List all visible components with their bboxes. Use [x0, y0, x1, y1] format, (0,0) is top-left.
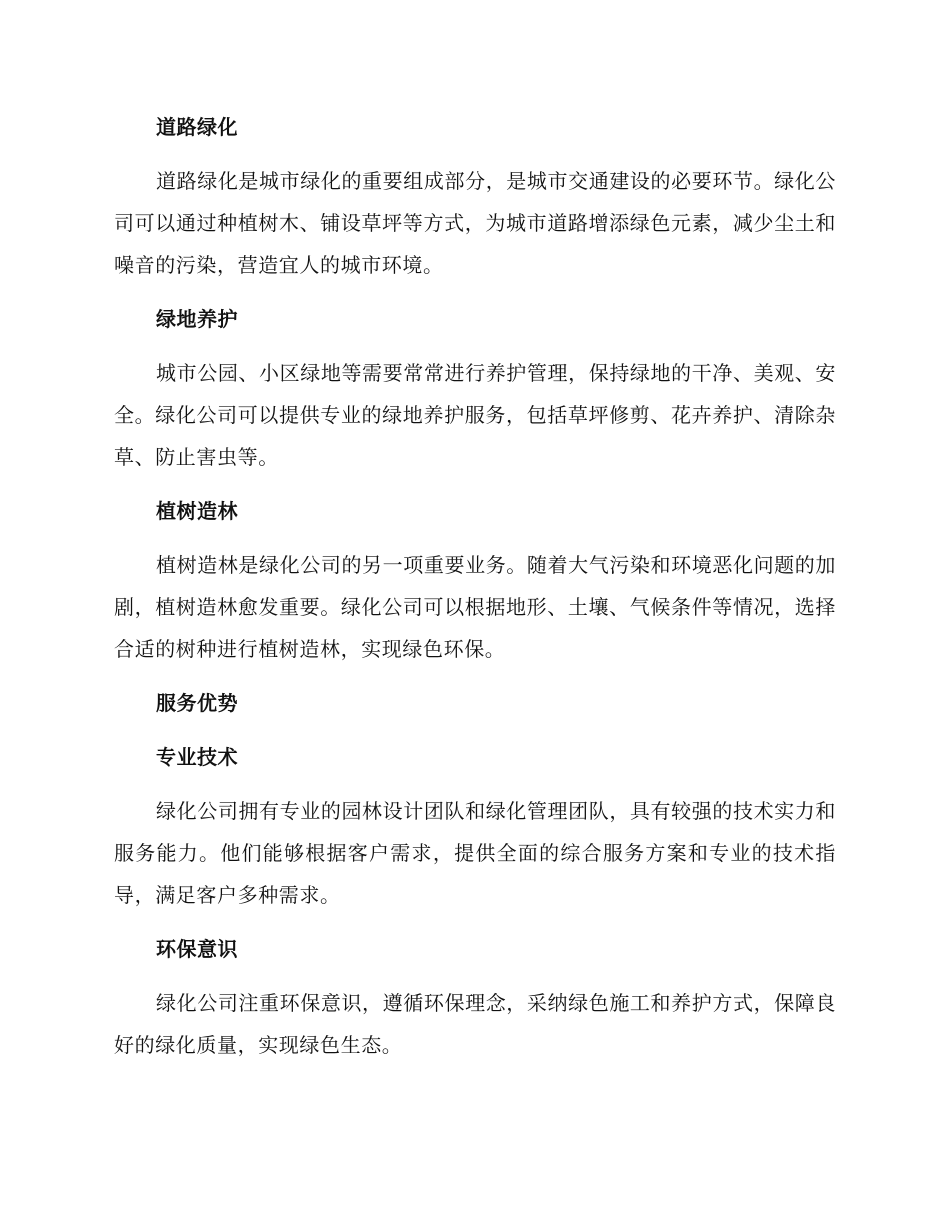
section-paragraph-afforestation: 植树造林是绿化公司的另一项重要业务。随着大气污染和环境恶化问题的加剧，植树造林愈发重要。绿化公司可以根据地形、土壤、气候条件等情况，选择合适的树种进行植树造林，实现绿色环保。 — [114, 553, 836, 661]
section-heading-road-greening: 道路绿化 — [156, 115, 238, 139]
section-heading-greenland-maintenance: 绿地养护 — [156, 307, 238, 331]
section-heading-professional-technology: 专业技术 — [156, 745, 238, 769]
section-heading-service-advantages: 服务优势 — [156, 691, 238, 715]
section-paragraph-road-greening: 道路绿化是城市绿化的重要组成部分，是城市交通建设的必要环节。绿化公司可以通过种植树木、铺设草坪等方式，为城市道路增添绿色元素，减少尘土和噪音的污染，营造宜人的城市环境。 — [114, 169, 836, 277]
section-paragraph-professional-technology: 绿化公司拥有专业的园林设计团队和绿化管理团队，具有较强的技术实力和服务能力。他们能够根据客户需求，提供全面的综合服务方案和专业的技术指导，满足客户多种需求。 — [114, 799, 836, 907]
section-paragraph-greenland-maintenance: 城市公园、小区绿地等需要常常进行养护管理，保持绿地的干净、美观、安全。绿化公司可以提供专业的绿地养护服务，包括草坪修剪、花卉养护、清除杂草、防止害虫等。 — [114, 361, 836, 469]
section-heading-afforestation: 植树造林 — [156, 499, 238, 523]
section-heading-environmental-awareness: 环保意识 — [156, 937, 238, 961]
section-paragraph-environmental-awareness: 绿化公司注重环保意识，遵循环保理念，采纳绿色施工和养护方式，保障良好的绿化质量，实现绿色生态。 — [114, 991, 836, 1057]
